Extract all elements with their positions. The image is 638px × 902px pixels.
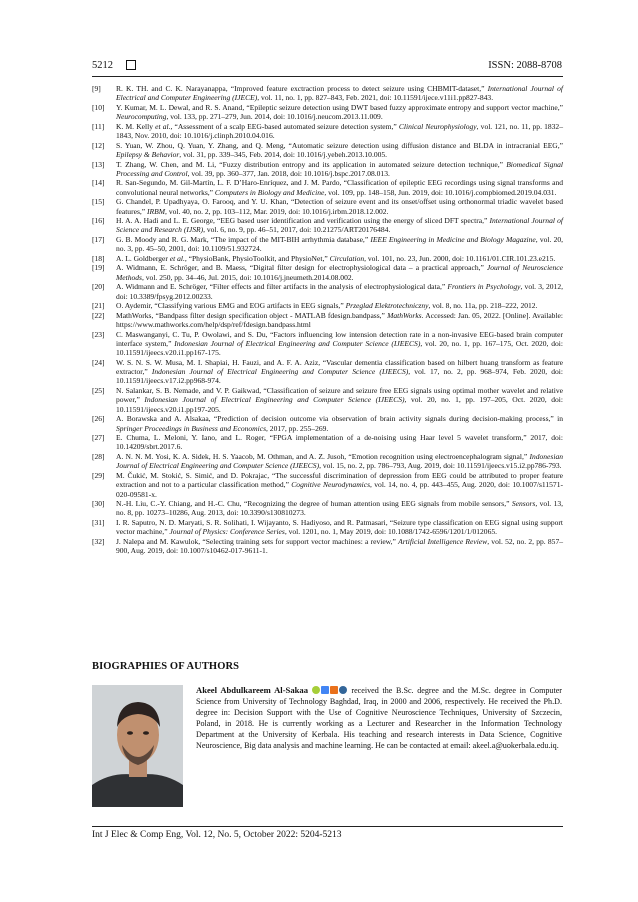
- reference-number: [12]: [92, 140, 105, 150]
- reference-number: [17]: [92, 235, 105, 244]
- reference-text: E. Chuma, L. Meloni, Y. Iano, and L. Roger, “FPGA implementation of a de-noising using Haar level 5 wavelet transform,” 2017, doi: 10.14209/sbrt.2017.6.: [116, 433, 563, 452]
- orcid-icon[interactable]: [312, 686, 320, 694]
- reference-item: [92, 282, 563, 301]
- reference-text: A. Widmann, E. Schröger, and B. Maess, “Digital filter design for electrophysiological data – a practical approach,” Journal of Neuroscience Methods, vol. 250, pp. 34–46, Jul. 2015, doi: 10.1016/j.jneumeth.2014.08.002.: [116, 263, 563, 282]
- reference-item: [92, 103, 563, 122]
- reference-number: [19]: [92, 263, 105, 273]
- reference-number: [22]: [92, 310, 105, 320]
- reference-number: [30]: [92, 499, 105, 509]
- reference-text: A. Widmann and E. Schröger, “Filter effects and filter artifacts in the analysis of electrophysiological data,” Frontiers in Psychology, vol. 3, 2012, doi: 10.3389/fpsyg.2012.00233.: [116, 282, 563, 301]
- reference-text: MathWorks, “Bandpass filter design specification object - MATLAB fdesign.bandpass,” MathWorks. Accessed: Jan. 05, 2022. [Online]. Available: https://www.mathworks.com/help/dsp/ref/fdesign.bandpass.html: [116, 310, 563, 330]
- reference-text: G. Chandel, P. Upadhyaya, O. Farooq, and Y. U. Khan, “Detection of seizure event and its onset/offset using orthonormal triadic wavelet based features,” IRBM, vol. 40, no. 2, pp. 103–112, Mar. 2019, doi: 10.1016/j.irbm.2018.12.002.: [116, 197, 563, 216]
- reference-list: [92, 84, 563, 556]
- reference-item: [92, 254, 563, 263]
- reference-item: [92, 178, 563, 197]
- reference-item: [92, 216, 563, 235]
- footer-rule: [92, 826, 563, 827]
- reference-text: A. L. Goldberger et al., “PhysioBank, PhysioToolkit, and PhysioNet,” Circulation, vol. 101, no. 23, Jun. 2000, doi: 10.1161/01.CIR.101.23.e215.: [116, 253, 556, 263]
- reference-text: N.-H. Liu, C.-Y. Chiang, and H.-C. Chu, “Recognizing the degree of human attention using EEG signals from mobile sensors,” Sensors, vol. 13, no. 8, pp. 10273–10286, Aug. 2013, doi: 10.3390/s130810273.: [116, 499, 564, 518]
- reference-number: [27]: [92, 433, 105, 443]
- reference-item: [92, 452, 563, 471]
- reference-text: T. Zhang, W. Chen, and M. Li, “Fuzzy distribution entropy and its application in automated seizure detection technique,” Biomedical Signal Processing and Control, vol. 39, pp. 360–377, Jan. 2018, doi: 10.1016/j.bspc.2017.08.013.: [116, 159, 564, 178]
- reference-number: [28]: [92, 451, 105, 461]
- reference-text: A. N. N. M. Yosi, K. A. Sidek, H. S. Yaacob, M. Othman, and A. Z. Jusoh, “Emotion recognition using electroencephalogram signal,” Indonesian Journal of Electrical Engineering and Computer Science (IJEECS), vol. 15, no. 2, pp. 786–793, Aug. 2019, doi: 10.11591/ijeecs.v15.i2.pp786-793.: [116, 451, 563, 471]
- reference-text: R. San-Segundo, M. Gil-Martín, L. F. D’Haro-Enríquez, and J. M. Pardo, “Classification of epileptic EEG recordings using signal transforms and convolutional neural networks,” Computers in Biology and Medicine, vol. 109, pp. 148–158, Jun. 2019, doi: 10.1016/j.compbiomed.2019.04.031.: [116, 178, 563, 197]
- bio-text: received the B.Sc. degree and the M.Sc. degree in Computer Science from University of Technology Baghdad, Iraq, in 2000 and 2006, respectively. He received the Ph.D. degree in: Decision Support with the Use of Cognitive Neuroscience Techniques, University of Szczecin, Poland, in 2018. He is currently working as a Lecturer and Researcher in the Information Technology Department at the University of Kerbala. His teaching and research interests in Data Science, Cognitive Neuroscience, Big data analysis and machine learning. He can be contacted at email: akeel.a@uokerbala.edu.iq.: [196, 686, 562, 750]
- reference-item: [92, 499, 563, 518]
- reference-number: [32]: [92, 536, 105, 546]
- reference-item: [92, 433, 563, 452]
- reference-text: C. Maswanganyi, C. Tu, P. Owolawi, and S. Du, “Factors influencing low intension detection rate in a non-invasive EEG-based brain computer interface system,” Indonesian Journal of Electrical Engineering and Computer Science (IJEECS), vol. 20, no. 1, pp. 167–175, Oct. 2020, doi: 10.11591/ijeecs.v20.i1.pp167-175.: [116, 329, 563, 358]
- reference-text: N. Salankar, S. B. Nemade, and V. P. Gaikwad, “Classification of seizure and seizure free EEG signals using optimal mother wavelet and relative power,” Indonesian Journal of Electrical Engineering and Computer Science (IJEECS), vol. 20, no. 1, pp. 197–205, Oct. 2020, doi: 10.11591/ijeecs.v20.i1.pp197-205.: [116, 386, 563, 414]
- reference-item: [92, 263, 563, 282]
- issn: ISSN: 2088-8708: [488, 60, 562, 71]
- reference-item: [92, 301, 563, 310]
- author-name: Akeel Abdulkareem Al-Sakaa: [196, 685, 309, 695]
- scholar-icon[interactable]: [321, 686, 329, 694]
- reference-item: [92, 122, 563, 141]
- reference-number: [9]: [92, 84, 101, 93]
- reference-number: [31]: [92, 517, 105, 527]
- reference-number: [11]: [92, 121, 105, 131]
- biographies-heading: BIOGRAPHIES OF AUTHORS: [92, 661, 240, 672]
- reference-number: [26]: [92, 414, 105, 424]
- reference-item: [92, 84, 563, 103]
- reference-item: [92, 235, 563, 254]
- reference-number: [16]: [92, 216, 105, 226]
- reference-text: Y. Kumar, M. L. Dewal, and R. S. Anand, “Epileptic seizure detection using DWT based fuzzy approximate entropy and support vector machine,” Neurocomputing, vol. 133, pp. 271–279, Jun. 2014, doi: 10.1016/j.neucom.2013.11.009.: [116, 102, 563, 122]
- reference-item: [92, 471, 563, 499]
- reference-text: A. Borawska and A. Alsakaa, “Prediction of decision outcome via observation of brain activity signals during decision-making process,” in Springer Proceedings in Business and Economics, 2017, pp. 255–269.: [116, 414, 563, 433]
- author-portrait-image: [92, 685, 183, 807]
- reference-item: [92, 197, 563, 216]
- reference-text: G. B. Moody and R. G. Mark, “The impact of the MIT-BIH arrhythmia database,” IEEE Engineering in Medicine and Biology Magazine, vol. 20, no. 3, pp. 45–50, 2001, doi: 10.1109/51.932724.: [116, 235, 564, 254]
- header-rule: [92, 76, 563, 77]
- author-bio: [196, 685, 562, 751]
- reference-text: H. A. A. Hadi and L. E. George, “EEG based user identification and verification using the energy of sliced DFT spectra,” International Journal of Science and Research (IJSR), vol. 6, no. 9, pp. 46–51, 2017, doi: 10.21275/ART20176484.: [116, 216, 563, 235]
- reference-item: [92, 518, 563, 537]
- reference-item: [92, 414, 563, 433]
- reference-text: K. M. Kelly et al., “Assessment of a scalp EEG-based automated seizure detection system,” Clinical Neurophysiology, vol. 121, no. 11, pp. 1832–1843, Nov. 2010, doi: 10.1016/j.clinph.2010.04.016.: [116, 121, 563, 141]
- reference-text: S. Yuan, W. Zhou, Q. Yuan, Y. Zhang, and Q. Meng, “Automatic seizure detection using diffusion distance and BLDA in intracranial EEG,” Epilepsy & Behavior, vol. 31, pp. 339–345, Feb. 2014, doi: 10.1016/j.yebeh.2013.10.005.: [116, 140, 563, 159]
- reference-text: W. S. N. S. W. Musa, M. I. Shapiai, H. Fauzi, and A. F. A. Aziz, “Vascular dementia classification based on hilbert huang transform as feature extractor,” Indonesian Journal of Electrical Engineering and Computer Science (IJEECS), vol. 17, no. 2, pp. 968–974, Feb. 2020, doi: 10.11591/ijeecs.v17.i2.pp968-974.: [116, 357, 563, 386]
- scopus-icon[interactable]: [330, 686, 338, 694]
- reference-item: [92, 311, 563, 330]
- reference-number: [13]: [92, 159, 105, 169]
- reference-item: [92, 358, 563, 386]
- reference-text: I. R. Saputro, N. D. Maryati, S. R. Solihati, I. Wijayanto, S. Hadiyoso, and R. Patmasari, “Seizure type classification on EEG signal using support vector machine,” Journal of Physics: Conference Series, vol. 1201, no. 1, May 2019, doi: 10.1088/1742-6596/1201/1/012065.: [116, 517, 563, 537]
- reference-number: [24]: [92, 357, 105, 367]
- reference-number: [29]: [92, 470, 105, 480]
- reference-number: [10]: [92, 102, 105, 112]
- reference-number: [21]: [92, 301, 105, 311]
- reference-item: [92, 386, 563, 414]
- reference-item: [92, 537, 563, 556]
- page-header: [92, 58, 562, 78]
- reference-text: J. Nalepa and M. Kawulok, “Selecting training sets for support vector machines: a review,” Artificial Intelligence Review, vol. 52, no. 2, pp. 857–900, Aug. 2019, doi: 10.1007/s10462-017-9611-1.: [116, 536, 564, 556]
- author-photo: [92, 685, 183, 807]
- reference-item: [92, 330, 563, 358]
- reference-text: M. Čukić, M. Stokić, S. Simić, and D. Pokrajac, “The successful discrimination of depression from EEG could be attributed to proper feature extraction and not to a particular classification method,” Cognitive Neurodynamics, vol. 14, no. 4, pp. 443–455, Aug. 2020, doi: 10.1007/s11571-020-09581-x.: [116, 470, 563, 499]
- publons-icon[interactable]: [339, 686, 347, 694]
- reference-item: [92, 160, 563, 179]
- reference-number: [14]: [92, 178, 105, 188]
- reference-number: [20]: [92, 282, 105, 292]
- journal-footer: Int J Elec & Comp Eng, Vol. 12, No. 5, October 2022: 5204-5213: [92, 830, 342, 840]
- page-number: 5212: [92, 60, 113, 71]
- reference-number: [25]: [92, 386, 105, 395]
- reference-number: [23]: [92, 329, 105, 339]
- reference-item: [92, 141, 563, 160]
- reference-number: [18]: [92, 253, 105, 263]
- reference-text: R. K. TH. and C. K. Narayanappa, “Improved feature exctraction process to detect seizure using CHBMIT-dataset,” International Journal of Electrical and Computer Engineering (IJECE), vol. 11, no. 1, pp. 827–843, Feb. 2021, doi: 10.11591/ijece.v11i1.pp827-843.: [116, 84, 563, 103]
- square-icon: [126, 60, 136, 70]
- reference-text: O. Aydemir, “Classifying various EMG and EOG artifacts in EEG signals,” Przeglad Elektrotechniczny, vol. 8, no. 11a, pp. 218–222, 2012.: [116, 301, 538, 311]
- reference-number: [15]: [92, 197, 105, 207]
